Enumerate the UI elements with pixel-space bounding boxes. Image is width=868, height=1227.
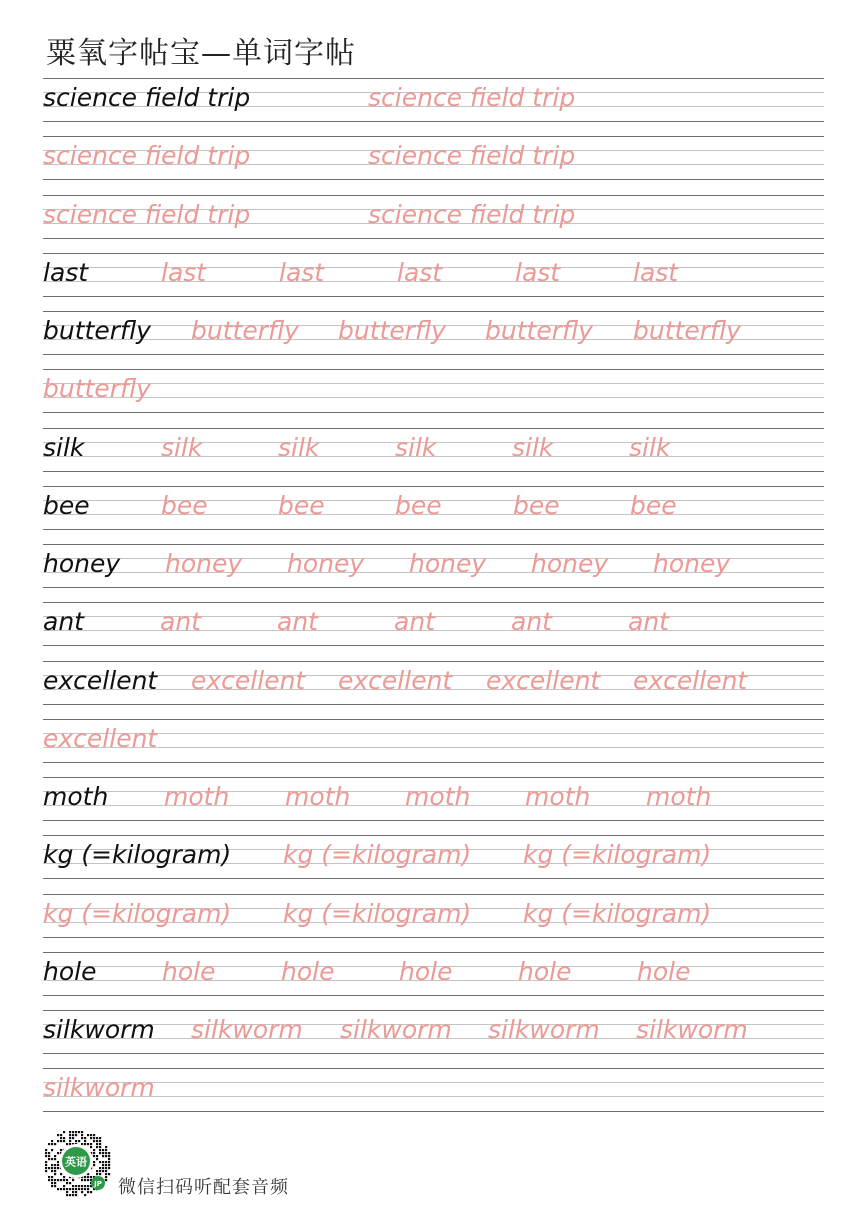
guide-line [43, 937, 824, 938]
guide-line [43, 1096, 824, 1097]
trace-word: silk [629, 432, 671, 462]
trace-word: last [279, 257, 325, 287]
model-word: last [43, 257, 89, 287]
trace-word: excellent [338, 665, 453, 695]
trace-word: butterfly [338, 316, 446, 345]
guide-line [43, 253, 824, 254]
trace-word: ant [394, 607, 435, 637]
practice-row [43, 311, 824, 369]
badge-label: 英语 [65, 1155, 87, 1169]
trace-word: last [397, 257, 443, 287]
guide-line [43, 1010, 824, 1011]
practice-row [43, 544, 824, 602]
trace-word: butterfly [191, 316, 299, 345]
practice-row [43, 661, 824, 719]
trace-word: silkworm [340, 1015, 452, 1044]
guide-line [43, 878, 824, 879]
guide-line [43, 397, 824, 398]
guide-line [43, 354, 824, 355]
trace-word: science field trip [43, 141, 251, 171]
trace-word: excellent [43, 723, 158, 753]
guide-line [43, 369, 824, 370]
trace-word: kg (=kilogram) [283, 840, 472, 870]
trace-word: hole [162, 956, 216, 986]
model-word: kg (=kilogram) [43, 840, 232, 870]
guide-line [43, 1053, 824, 1054]
guide-line [43, 777, 824, 778]
guide-line [43, 136, 824, 137]
trace-word: honey [653, 549, 731, 578]
trace-word: science field trip [43, 199, 251, 229]
practice-sheet [43, 78, 824, 1127]
practice-row [43, 1010, 824, 1068]
trace-word: moth [164, 782, 230, 811]
trace-word: excellent [191, 665, 306, 695]
practice-row [43, 719, 824, 777]
guide-line [43, 238, 824, 239]
model-word: moth [43, 782, 109, 811]
guide-line [43, 121, 824, 122]
trace-word: honey [165, 549, 243, 578]
practice-row [43, 777, 824, 835]
guide-line [43, 762, 824, 763]
practice-row [43, 602, 824, 660]
model-word: excellent [43, 665, 158, 695]
practice-row [43, 78, 824, 136]
model-word: butterfly [43, 316, 151, 345]
trace-word: kg (=kilogram) [43, 898, 232, 928]
trace-word: ant [277, 607, 318, 637]
practice-row [43, 835, 824, 893]
trace-word: silk [512, 432, 554, 462]
model-word: silkworm [43, 1015, 155, 1044]
trace-word: silkworm [43, 1073, 155, 1103]
qr-code-icon [40, 1126, 112, 1198]
trace-word: silkworm [636, 1015, 748, 1044]
trace-word: hole [637, 956, 691, 986]
trace-word: honey [287, 549, 365, 578]
trace-word: hole [518, 956, 572, 986]
practice-row [43, 1068, 824, 1126]
guide-line [43, 428, 824, 429]
trace-word: honey [531, 549, 609, 578]
trace-word: butterfly [633, 316, 741, 345]
guide-line [43, 602, 824, 603]
trace-word: bee [395, 490, 442, 520]
trace-word: moth [405, 782, 471, 811]
trace-word: butterfly [43, 374, 151, 404]
trace-word: bee [630, 490, 677, 520]
trace-word: silkworm [488, 1015, 600, 1044]
guide-line [43, 820, 824, 821]
trace-word: silk [395, 432, 437, 462]
guide-line [43, 311, 824, 312]
practice-row [43, 253, 824, 311]
trace-word: bee [161, 490, 208, 520]
guide-line [43, 78, 824, 79]
guide-line [43, 704, 824, 705]
guide-line [43, 894, 824, 895]
model-word: science field trip [43, 83, 251, 112]
practice-row [43, 952, 824, 1010]
trace-word: last [633, 257, 679, 287]
trace-word: ant [160, 607, 201, 637]
guide-line [43, 747, 824, 748]
guide-line [43, 412, 824, 413]
trace-word: excellent [633, 665, 748, 695]
guide-line [43, 296, 824, 297]
practice-row [43, 428, 824, 486]
model-word: silk [43, 432, 85, 462]
guide-line [43, 544, 824, 545]
guide-line [43, 952, 824, 953]
practice-row [43, 486, 824, 544]
guide-line [43, 835, 824, 836]
guide-line [43, 733, 824, 734]
trace-word: hole [281, 956, 335, 986]
guide-line [43, 587, 824, 588]
guide-line [43, 1068, 824, 1069]
model-word: ant [43, 607, 84, 637]
trace-word: science field trip [368, 83, 576, 112]
badge-sub-label: JP [94, 1180, 102, 1188]
model-word: hole [43, 956, 97, 986]
trace-word: honey [409, 549, 487, 578]
trace-word: last [161, 257, 207, 287]
guide-line [43, 471, 824, 472]
trace-word: bee [513, 490, 560, 520]
trace-word: kg (=kilogram) [283, 898, 472, 928]
guide-line [43, 195, 824, 196]
guide-line [43, 529, 824, 530]
trace-word: moth [285, 782, 351, 811]
footer [40, 1126, 460, 1206]
trace-word: hole [399, 956, 453, 986]
practice-row [43, 369, 824, 427]
trace-word: excellent [486, 665, 601, 695]
scan-caption: 微信扫码听配套音频 [118, 1177, 289, 1198]
trace-word: silkworm [191, 1015, 303, 1044]
trace-word: moth [646, 782, 712, 811]
page-title: 粟氧字帖宝—单词字帖 [46, 36, 356, 71]
trace-word: science field trip [368, 141, 576, 171]
guide-line [43, 995, 824, 996]
guide-line [43, 645, 824, 646]
guide-line [43, 179, 824, 180]
trace-word: silk [161, 432, 203, 462]
practice-row [43, 894, 824, 952]
guide-line [43, 486, 824, 487]
trace-word: butterfly [485, 316, 593, 345]
guide-line [43, 1111, 824, 1112]
trace-word: moth [525, 782, 591, 811]
practice-row [43, 195, 824, 253]
trace-word: science field trip [368, 199, 576, 229]
trace-word: last [515, 257, 561, 287]
model-word: honey [43, 549, 121, 578]
trace-word: bee [278, 490, 325, 520]
guide-line [43, 1082, 824, 1083]
practice-row [43, 136, 824, 194]
trace-word: kg (=kilogram) [523, 840, 712, 870]
trace-word: kg (=kilogram) [523, 898, 712, 928]
model-word: bee [43, 490, 90, 520]
trace-word: ant [511, 607, 552, 637]
trace-word: silk [278, 432, 320, 462]
guide-line [43, 661, 824, 662]
guide-line [43, 383, 824, 384]
trace-word: ant [628, 607, 669, 637]
guide-line [43, 719, 824, 720]
